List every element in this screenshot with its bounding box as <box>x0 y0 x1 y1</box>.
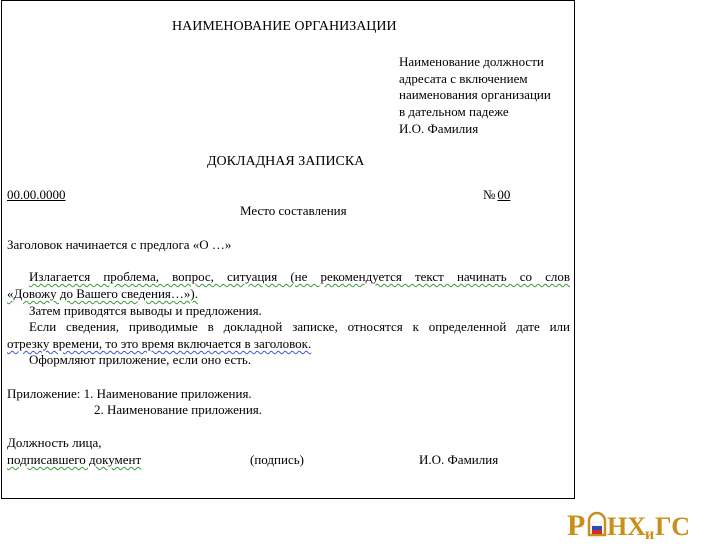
body-paragraph: Если сведения, приводимые в докладной записке, относятся к определенной дате или <box>29 319 570 334</box>
logo-letters: ГС <box>655 512 690 541</box>
addressee-line: адресата с включением <box>399 71 528 86</box>
signatory-name: И.О. Фамилия <box>419 452 499 467</box>
logo-graphic <box>565 505 720 545</box>
body-paragraph: Оформляют приложение, если оно есть. <box>29 352 252 367</box>
logo-letters: и <box>645 526 655 543</box>
logo-letter: Р <box>567 509 586 542</box>
body-paragraph-cont: «Довожу до Вашего сведения…»). <box>7 286 198 301</box>
place-of-issue: Место составления <box>240 203 347 218</box>
flag-icon <box>589 513 605 535</box>
addressee-line: Наименование должности <box>399 54 544 69</box>
signatory-position: подписавшего документ <box>7 452 142 467</box>
body-paragraph: Затем приводятся выводы и предложения. <box>29 303 262 318</box>
number-value: 00 <box>497 187 511 202</box>
doc-number <box>483 187 510 203</box>
org-name: НАИМЕНОВАНИЕ ОРГАНИЗАЦИИ <box>172 19 397 34</box>
ranepa-logo <box>565 505 720 545</box>
number-label: № <box>483 187 496 202</box>
body-paragraph: Излагается проблема, вопрос, ситуация (не рекомендуется текст начинать со слов <box>29 269 570 284</box>
doc-title: ДОКЛАДНАЯ ЗАПИСКА <box>207 154 365 169</box>
addressee-line: И.О. Фамилия <box>399 121 479 136</box>
attachment-label: Приложение: <box>7 386 81 401</box>
document-page <box>1 0 575 499</box>
addressee-line: в дательном падеже <box>399 104 509 119</box>
logo-letters: НХ <box>607 512 646 541</box>
body-paragraph-cont: отрезку времени, то это время включается в заголовок. <box>7 336 312 351</box>
attachment-item: 2. Наименование приложения. <box>94 402 263 417</box>
attachment-item: 1. Наименование приложения. <box>83 386 252 401</box>
attachment-line <box>7 386 252 402</box>
signature-placeholder: (подпись) <box>250 452 304 467</box>
doc-heading: Заголовок начинается с предлога «О …» <box>7 237 232 252</box>
doc-date: 00.00.0000 <box>7 187 66 202</box>
signatory-position: Должность лица, <box>7 435 102 450</box>
addressee-line: наименования организации <box>399 87 551 102</box>
